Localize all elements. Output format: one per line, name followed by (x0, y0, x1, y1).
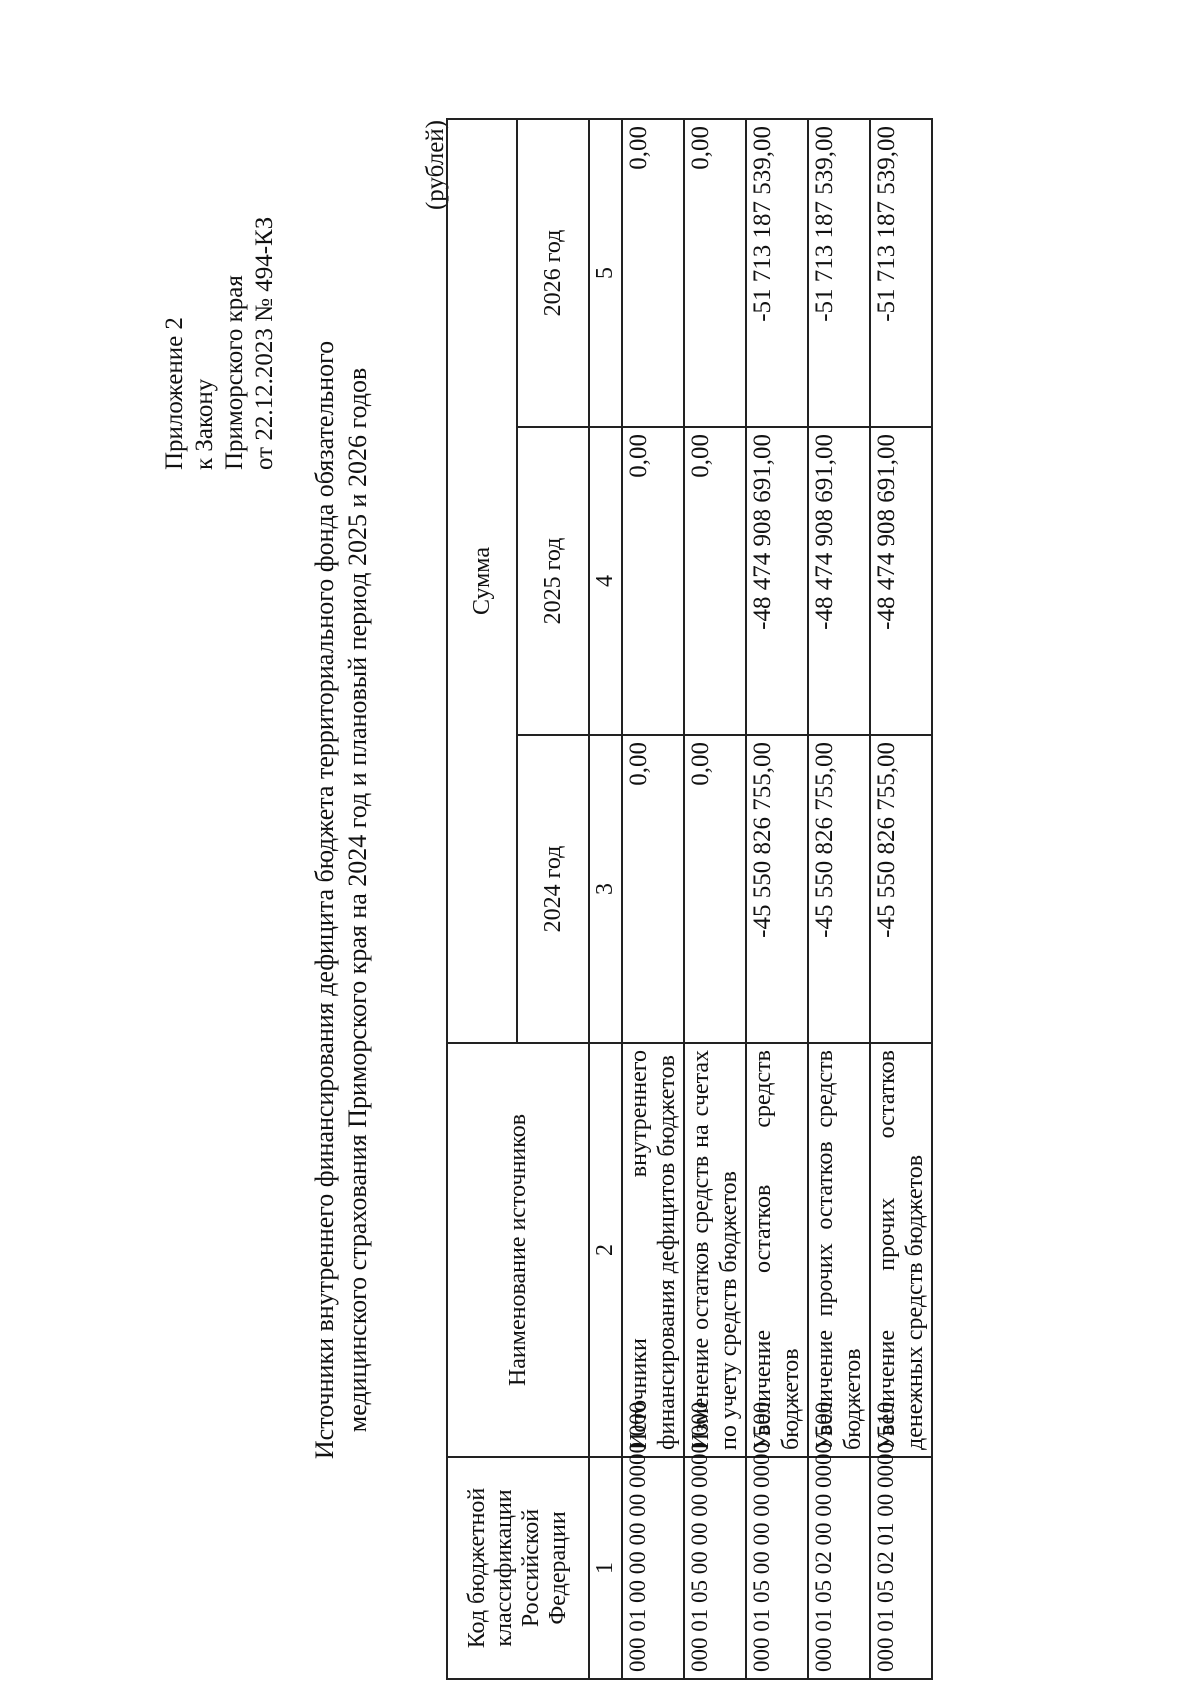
row-amount-2024: -45 550 826 755,00 (870, 735, 932, 1043)
column-number: 2 (589, 1043, 622, 1457)
table-row (622, 119, 684, 1679)
title-line: Источники внутреннего финансирования дефицита бюджета территориального фонда обязательного (310, 340, 339, 1460)
row-amount-2026: -51 713 187 539,00 (808, 119, 870, 427)
annex-line: Приморского края (221, 275, 248, 470)
column-number: 4 (589, 427, 622, 735)
rotated-document (160, 120, 1040, 1680)
table-row (808, 119, 870, 1679)
header-year-2024: 2024 год (517, 735, 589, 1043)
column-number: 1 (589, 1457, 622, 1679)
column-number: 3 (589, 735, 622, 1043)
row-amount-2025: -48 474 908 691,00 (808, 427, 870, 735)
row-amount-2025: 0,00 (622, 427, 684, 735)
column-number: 5 (589, 119, 622, 427)
row-amount-2025: -48 474 908 691,00 (870, 427, 932, 735)
row-amount-2024: 0,00 (684, 735, 746, 1043)
row-name: Источники внутреннего финансирования дефицитов бюджетов (622, 1043, 684, 1457)
header-sum: Сумма (447, 119, 517, 1043)
row-name: Увеличение прочих остатков денежных средств бюджетов (870, 1043, 932, 1457)
row-code: 000 01 05 02 00 00 0000 500 (808, 1457, 870, 1679)
row-amount-2025: -48 474 908 691,00 (746, 427, 808, 735)
annex-line: Приложение 2 (161, 317, 188, 470)
header-year-2025: 2025 год (517, 427, 589, 735)
annex-block (160, 217, 280, 470)
header-code: Код бюджетной классификации Российской Федерации (447, 1457, 589, 1679)
sources-table (446, 118, 933, 1680)
header-name: Наименование источников (447, 1043, 589, 1457)
row-amount-2025: 0,00 (684, 427, 746, 735)
row-amount-2026: 0,00 (622, 119, 684, 427)
row-code: 000 01 05 00 00 00 0000 000 (684, 1457, 746, 1679)
row-amount-2026: 0,00 (684, 119, 746, 427)
header-year-2026: 2026 год (517, 119, 589, 427)
title-line: медицинского страхования Приморского края на 2024 год и плановый период 2025 и 2026 годов (343, 367, 372, 1433)
units-label: (рублей) (422, 120, 449, 211)
row-name: Изменение остатков средств на счетах по учету средств бюджетов (684, 1043, 746, 1457)
row-amount-2026: -51 713 187 539,00 (870, 119, 932, 427)
document-title (308, 120, 374, 1680)
annex-line: к Закону (191, 378, 218, 470)
row-code: 000 01 05 00 00 00 0000 500 (746, 1457, 808, 1679)
row-name: Увеличение остатков средств бюджетов (746, 1043, 808, 1457)
row-name: Увеличение прочих остатков средств бюджетов (808, 1043, 870, 1457)
row-amount-2026: -51 713 187 539,00 (746, 119, 808, 427)
row-amount-2024: -45 550 826 755,00 (746, 735, 808, 1043)
row-code: 000 01 05 02 01 00 0000 510 (870, 1457, 932, 1679)
table-row (870, 119, 932, 1679)
table-row (746, 119, 808, 1679)
row-code: 000 01 00 00 00 00 0000 000 (622, 1457, 684, 1679)
table-row (684, 119, 746, 1679)
row-amount-2024: -45 550 826 755,00 (808, 735, 870, 1043)
row-amount-2024: 0,00 (622, 735, 684, 1043)
annex-line: от 22.12.2023 № 494-КЗ (251, 216, 278, 470)
